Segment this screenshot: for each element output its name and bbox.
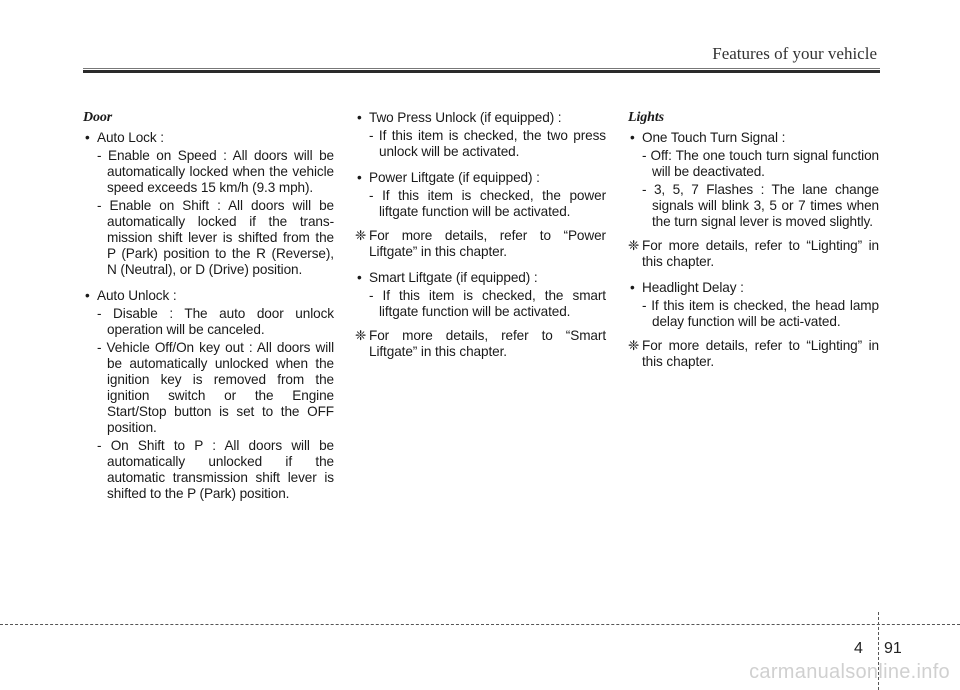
auto-unlock-label: • Auto Unlock : bbox=[83, 288, 334, 304]
page-header-title: Features of your vehicle bbox=[712, 44, 877, 63]
page-number: 91 bbox=[884, 640, 902, 657]
note-text: For more details, refer to “Smart Liftgate” in this chapter. bbox=[369, 328, 606, 359]
one-touch-note bbox=[628, 238, 879, 270]
auto-unlock-option: - On Shift to P : All doors will be automatically unlocked if the automatic transmission shift lever is shifted to the P (Park) position. bbox=[97, 438, 334, 501]
note-mark-icon: ❈ bbox=[355, 228, 367, 243]
two-press-option: - If this item is checked, the two press unlock will be activated. bbox=[369, 128, 606, 159]
note-text: For more details, refer to “Lighting” in this chapter. bbox=[642, 338, 879, 369]
one-touch-option: - Off: The one touch turn signal function will be deactivated. bbox=[642, 148, 879, 179]
watermark: carmanualsonline.info bbox=[749, 661, 950, 683]
footer-dashed-rule bbox=[0, 624, 960, 625]
one-touch-section bbox=[628, 130, 879, 270]
door-column bbox=[83, 110, 334, 512]
auto-lock-label: • Auto Lock : bbox=[83, 130, 334, 146]
auto-lock-section bbox=[83, 130, 334, 278]
smart-liftgate-section bbox=[355, 270, 606, 360]
lights-heading: Lights bbox=[628, 110, 664, 125]
note-mark-icon: ❈ bbox=[355, 328, 367, 343]
two-press-section bbox=[355, 110, 606, 160]
headlight-delay-section bbox=[628, 280, 879, 370]
note-mark-icon: ❈ bbox=[628, 338, 640, 353]
auto-unlock-option: - Disable : The auto door unlock operation will be canceled. bbox=[97, 306, 334, 337]
auto-lock-option: - Enable on Speed : All doors will be automatically locked when the vehicle speed exceeds 15 km/h (9.3 mph). bbox=[97, 148, 334, 195]
smart-liftgate-note bbox=[355, 328, 606, 360]
power-liftgate-note bbox=[355, 228, 606, 260]
one-touch-option: - 3, 5, 7 Flashes : The lane change signals will blink 3, 5 or 7 times when the turn signal lever is moved slightly. bbox=[642, 182, 879, 229]
auto-unlock-section bbox=[83, 288, 334, 502]
chapter-number: 4 bbox=[854, 640, 863, 657]
auto-lock-option: - Enable on Shift : All doors will be automatically locked if the trans-mission shift lever is shifted from the P (Park) position to the R (Reverse), N (Neutral), or D (Drive) position. bbox=[97, 198, 334, 277]
smart-liftgate-label: • Smart Liftgate (if equipped) : bbox=[355, 270, 606, 286]
power-liftgate-section bbox=[355, 170, 606, 260]
headlight-delay-label: • Headlight Delay : bbox=[628, 280, 879, 296]
auto-unlock-option: - Vehicle Off/On key out : All doors will be automatically unlocked when the ignition key is removed from the ignition switch or the Engine Start/Stop button is set to the OFF position. bbox=[97, 340, 334, 435]
note-mark-icon: ❈ bbox=[628, 238, 640, 253]
note-text: For more details, refer to “Lighting” in this chapter. bbox=[642, 238, 879, 269]
liftgate-column bbox=[355, 110, 606, 370]
header-rule bbox=[83, 70, 880, 73]
smart-liftgate-option: - If this item is checked, the smart liftgate function will be activated. bbox=[369, 288, 606, 319]
lights-column bbox=[628, 110, 879, 380]
headlight-delay-option: - If this item is checked, the head lamp delay function will be acti-vated. bbox=[642, 298, 879, 329]
one-touch-label: • One Touch Turn Signal : bbox=[628, 130, 879, 146]
header-rule-thin bbox=[83, 68, 880, 69]
note-text: For more details, refer to “Power Liftgate” in this chapter. bbox=[369, 228, 606, 259]
power-liftgate-option: - If this item is checked, the power liftgate function will be activated. bbox=[369, 188, 606, 219]
door-heading: Door bbox=[83, 110, 113, 125]
two-press-label: • Two Press Unlock (if equipped) : bbox=[355, 110, 606, 126]
power-liftgate-label: • Power Liftgate (if equipped) : bbox=[355, 170, 606, 186]
headlight-delay-note bbox=[628, 338, 879, 370]
